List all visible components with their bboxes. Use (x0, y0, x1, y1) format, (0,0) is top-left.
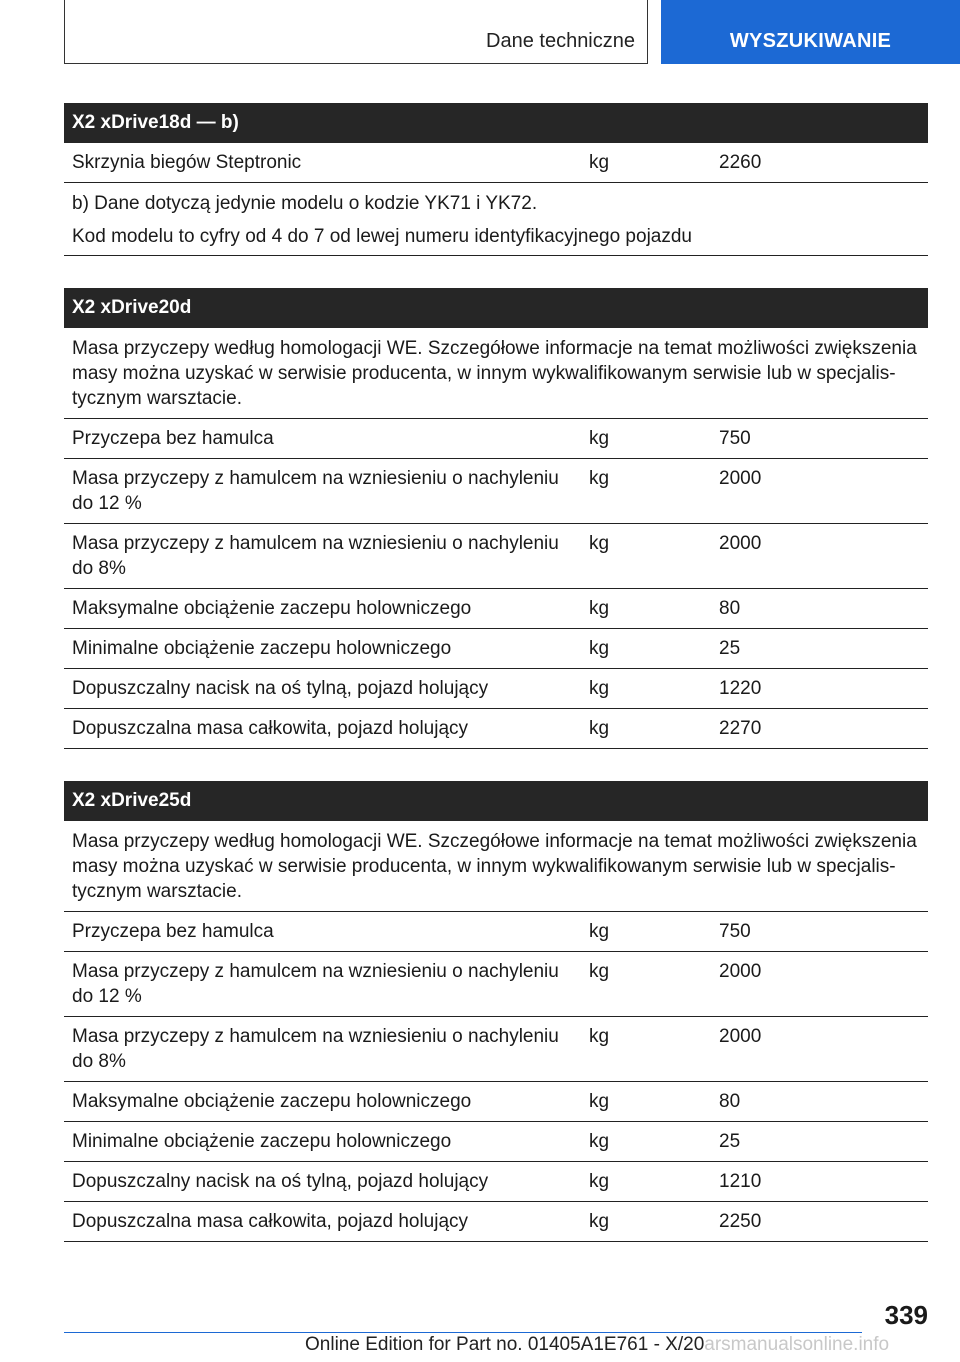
section-title: X2 xDrive20d (64, 288, 928, 328)
row-label: Skrzynia biegów Steptronic (72, 152, 302, 173)
chapter-tab[interactable] (64, 0, 648, 64)
row-label: Przyczepa bez hamulca (72, 921, 274, 942)
table-row (64, 459, 928, 524)
row-unit: kg (589, 1171, 610, 1192)
row-value: 2260 (719, 152, 762, 173)
page-number: 339 (884, 1300, 928, 1330)
table-row (64, 1017, 928, 1082)
table-row (64, 669, 928, 709)
row-unit: kg (589, 921, 610, 942)
row-unit: kg (589, 1026, 610, 1047)
row-label: Maksymalne obciążenie zaczepu holowniczego (72, 598, 472, 619)
table-row (64, 1202, 928, 1242)
row-label: Masa przyczepy z hamulcem na wzniesieniu o nachyleniu do 8% (72, 1026, 559, 1072)
row-unit: kg (589, 533, 610, 554)
row-unit: kg (589, 718, 610, 739)
footnote-line: b) Dane dotyczą jedynie modelu o kodzie YK71 i YK72. (72, 193, 538, 214)
row-unit: kg (589, 1091, 610, 1112)
table-row (64, 589, 928, 629)
row-unit: kg (589, 428, 610, 449)
row-value: 2000 (719, 961, 762, 982)
chapter-title: Dane techniczne (486, 30, 635, 52)
row-value: 2000 (719, 468, 762, 489)
row-label: Minimalne obciążenie zaczepu holowniczego (72, 1131, 452, 1152)
row-unit: kg (589, 468, 610, 489)
footer-divider (64, 1332, 862, 1333)
row-value: 2000 (719, 533, 762, 554)
row-value: 1210 (719, 1171, 762, 1192)
row-value: 2000 (719, 1026, 762, 1047)
row-value: 1220 (719, 678, 762, 699)
search-label: WYSZUKIWANIE (729, 30, 892, 52)
table-row (64, 1122, 928, 1162)
table-row (64, 709, 928, 749)
row-unit: kg (589, 598, 610, 619)
row-label: Masa przyczepy z hamulcem na wzniesieniu o nachyleniu do 12 % (72, 468, 559, 514)
spec-section-xdrive25d (64, 781, 928, 1242)
page-header (0, 0, 960, 66)
row-label: Masa przyczepy z hamulcem na wzniesieniu o nachyleniu do 12 % (72, 961, 559, 1007)
table-row (64, 1082, 928, 1122)
section-title: X2 xDrive18d — b) (64, 103, 928, 143)
content (64, 103, 928, 1274)
row-value: 750 (719, 428, 751, 449)
row-unit: kg (589, 638, 610, 659)
row-label: Dopuszczalna masa całkowita, pojazd holujący (72, 1211, 469, 1232)
footnote (64, 183, 928, 256)
footer (305, 1334, 889, 1356)
row-unit: kg (589, 678, 610, 699)
row-label: Minimalne obciążenie zaczepu holowniczego (72, 638, 452, 659)
row-value: 2270 (719, 718, 762, 739)
table-row (64, 952, 928, 1017)
table-row (64, 912, 928, 952)
row-unit: kg (589, 152, 610, 173)
spec-section-xdrive18d (64, 103, 928, 256)
row-label: Masa przyczepy z hamulcem na wzniesieniu o nachyleniu do 8% (72, 533, 559, 579)
footnote-line: Kod modelu to cyfry od 4 do 7 od lewej numeru identyfikacyjnego pojazdu (72, 226, 692, 247)
edition-text: Online Edition for Part no. 01405A1E761 - X/20 (305, 1334, 705, 1355)
watermark: arsmanualsonline.info (704, 1334, 890, 1355)
row-value: 750 (719, 921, 751, 942)
table-row (64, 629, 928, 669)
row-value: 25 (719, 1131, 741, 1152)
row-label: Przyczepa bez hamulca (72, 428, 274, 449)
table-row (64, 419, 928, 459)
table-row (64, 143, 928, 183)
row-value: 2250 (719, 1211, 762, 1232)
table-row (64, 1162, 928, 1202)
row-unit: kg (589, 961, 610, 982)
row-value: 80 (719, 598, 741, 619)
row-value: 80 (719, 1091, 741, 1112)
row-unit: kg (589, 1211, 610, 1232)
row-value: 25 (719, 638, 741, 659)
section-description: Masa przyczepy według homologacji WE. Szczegółowe informacje na temat możliwości zwiększenia masy można uzyskać w serwisie producenta, w innym wykwalifikowanym serwisie lub w specjalistycznym warsztacie. (64, 328, 928, 419)
row-label: Maksymalne obciążenie zaczepu holowniczego (72, 1091, 472, 1112)
row-unit: kg (589, 1131, 610, 1152)
row-label: Dopuszczalny nacisk na oś tylną, pojazd holujący (72, 678, 489, 699)
section-description: Masa przyczepy według homologacji WE. Szczegółowe informacje na temat możliwości zwiększenia masy można uzyskać w serwisie producenta, w innym wykwalifikowanym serwisie lub w specjalistycznym warsztacie. (64, 821, 928, 912)
table-row (64, 524, 928, 589)
search-button[interactable] (661, 0, 960, 64)
spec-section-xdrive20d (64, 288, 928, 749)
row-label: Dopuszczalny nacisk na oś tylną, pojazd holujący (72, 1171, 489, 1192)
row-label: Dopuszczalna masa całkowita, pojazd holujący (72, 718, 469, 739)
section-title: X2 xDrive25d (64, 781, 928, 821)
